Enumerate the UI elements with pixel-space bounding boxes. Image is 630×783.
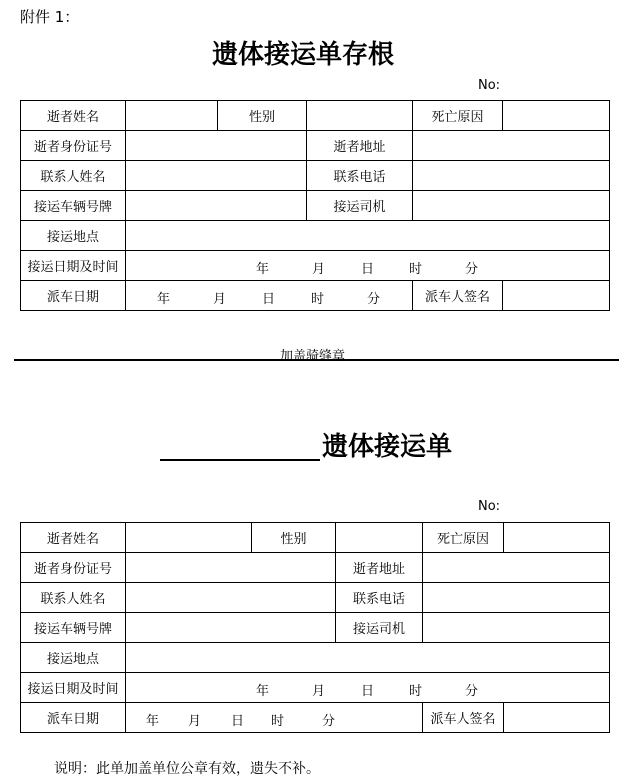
main-title: 遗体接运单: [322, 432, 453, 462]
plate-field[interactable]: [126, 613, 336, 643]
month-unit: 月: [312, 684, 326, 699]
day-unit: 日: [361, 262, 375, 277]
hour-unit: 时: [409, 262, 423, 277]
address-field[interactable]: [413, 131, 610, 161]
gender-label: 性别: [218, 101, 307, 131]
contact-phone-field[interactable]: [423, 583, 610, 613]
year-unit: 年: [157, 292, 171, 307]
footnote: 说明：此单加盖单位公章有效，遗失不补。: [54, 761, 320, 777]
hour-unit: 时: [409, 684, 423, 699]
seal-label: 加盖骑缝章: [280, 349, 346, 364]
address-field[interactable]: [423, 553, 610, 583]
main-number-label: No:: [478, 499, 501, 514]
gender-field[interactable]: [336, 523, 423, 553]
plate-field[interactable]: [126, 191, 307, 221]
minute-unit: 分: [465, 684, 479, 699]
contact-name-field[interactable]: [126, 161, 307, 191]
contact-phone-label: 联系电话: [307, 161, 413, 191]
id-number-field[interactable]: [126, 553, 336, 583]
stub-form-table: [20, 100, 610, 311]
contact-name-field[interactable]: [126, 583, 336, 613]
deceased-name-field[interactable]: [126, 523, 252, 553]
table-row: [21, 523, 610, 553]
table-row: [21, 643, 610, 673]
contact-name-label: 联系人姓名: [21, 583, 126, 613]
minute-unit: 分: [322, 714, 336, 729]
contact-phone-label: 联系电话: [336, 583, 423, 613]
deceased-name-label: 逝者姓名: [21, 523, 126, 553]
table-row: [21, 161, 610, 191]
table-row: [21, 553, 610, 583]
pickup-location-field[interactable]: [126, 221, 610, 251]
dispatch-date-field[interactable]: [126, 281, 413, 311]
minute-unit: 分: [465, 262, 479, 277]
org-name-blank[interactable]: [160, 459, 320, 461]
minute-unit: 分: [367, 292, 381, 307]
contact-phone-field[interactable]: [413, 161, 610, 191]
table-row: [21, 583, 610, 613]
cause-of-death-field[interactable]: [503, 101, 610, 131]
table-row: [21, 131, 610, 161]
day-unit: 日: [231, 714, 245, 729]
day-unit: 日: [361, 684, 375, 699]
dispatcher-signature-field[interactable]: [503, 281, 610, 311]
deceased-name-field[interactable]: [126, 101, 218, 131]
table-row: [21, 673, 610, 703]
table-row: [21, 281, 610, 311]
month-unit: 月: [312, 262, 326, 277]
month-unit: 月: [213, 292, 227, 307]
dispatch-date-label: 派车日期: [21, 703, 126, 733]
id-number-field[interactable]: [126, 131, 307, 161]
table-row: [21, 251, 610, 281]
address-label: 逝者地址: [336, 553, 423, 583]
cause-of-death-label: 死亡原因: [423, 523, 504, 553]
table-row: [21, 101, 610, 131]
driver-label: 接运司机: [336, 613, 423, 643]
table-row: [21, 191, 610, 221]
stub-title: 遗体接运单存根: [212, 40, 395, 70]
dispatcher-signature-field[interactable]: [504, 703, 610, 733]
cause-of-death-label: 死亡原因: [413, 101, 503, 131]
address-label: 逝者地址: [307, 131, 413, 161]
driver-label: 接运司机: [307, 191, 413, 221]
year-unit: 年: [256, 262, 270, 277]
hour-unit: 时: [311, 292, 325, 307]
dispatch-date-label: 派车日期: [21, 281, 126, 311]
pickup-location-field[interactable]: [126, 643, 610, 673]
cause-of-death-field[interactable]: [504, 523, 610, 553]
contact-name-label: 联系人姓名: [21, 161, 126, 191]
pickup-datetime-field[interactable]: [126, 251, 610, 281]
dispatcher-signature-label: 派车人签名: [413, 281, 503, 311]
pickup-location-label: 接运地点: [21, 221, 126, 251]
table-row: [21, 613, 610, 643]
pickup-datetime-field[interactable]: [126, 673, 610, 703]
plate-label: 接运车辆号牌: [21, 613, 126, 643]
gender-field[interactable]: [307, 101, 413, 131]
year-unit: 年: [256, 684, 270, 699]
driver-field[interactable]: [413, 191, 610, 221]
main-form-table: [20, 522, 610, 733]
year-unit: 年: [146, 714, 160, 729]
pickup-datetime-label: 接运日期及时间: [21, 251, 126, 281]
pickup-location-label: 接运地点: [21, 643, 126, 673]
id-number-label: 逝者身份证号: [21, 131, 126, 161]
deceased-name-label: 逝者姓名: [21, 101, 126, 131]
dispatcher-signature-label: 派车人签名: [423, 703, 504, 733]
gender-label: 性别: [252, 523, 336, 553]
table-row: [21, 221, 610, 251]
id-number-label: 逝者身份证号: [21, 553, 126, 583]
driver-field[interactable]: [423, 613, 610, 643]
stub-number-label: No:: [478, 78, 501, 93]
attachment-label: 附件 1：: [20, 8, 80, 26]
day-unit: 日: [262, 292, 276, 307]
pickup-datetime-label: 接运日期及时间: [21, 673, 126, 703]
table-row: [21, 703, 610, 733]
hour-unit: 时: [271, 714, 285, 729]
month-unit: 月: [188, 714, 202, 729]
dispatch-date-field[interactable]: [126, 703, 423, 733]
plate-label: 接运车辆号牌: [21, 191, 126, 221]
